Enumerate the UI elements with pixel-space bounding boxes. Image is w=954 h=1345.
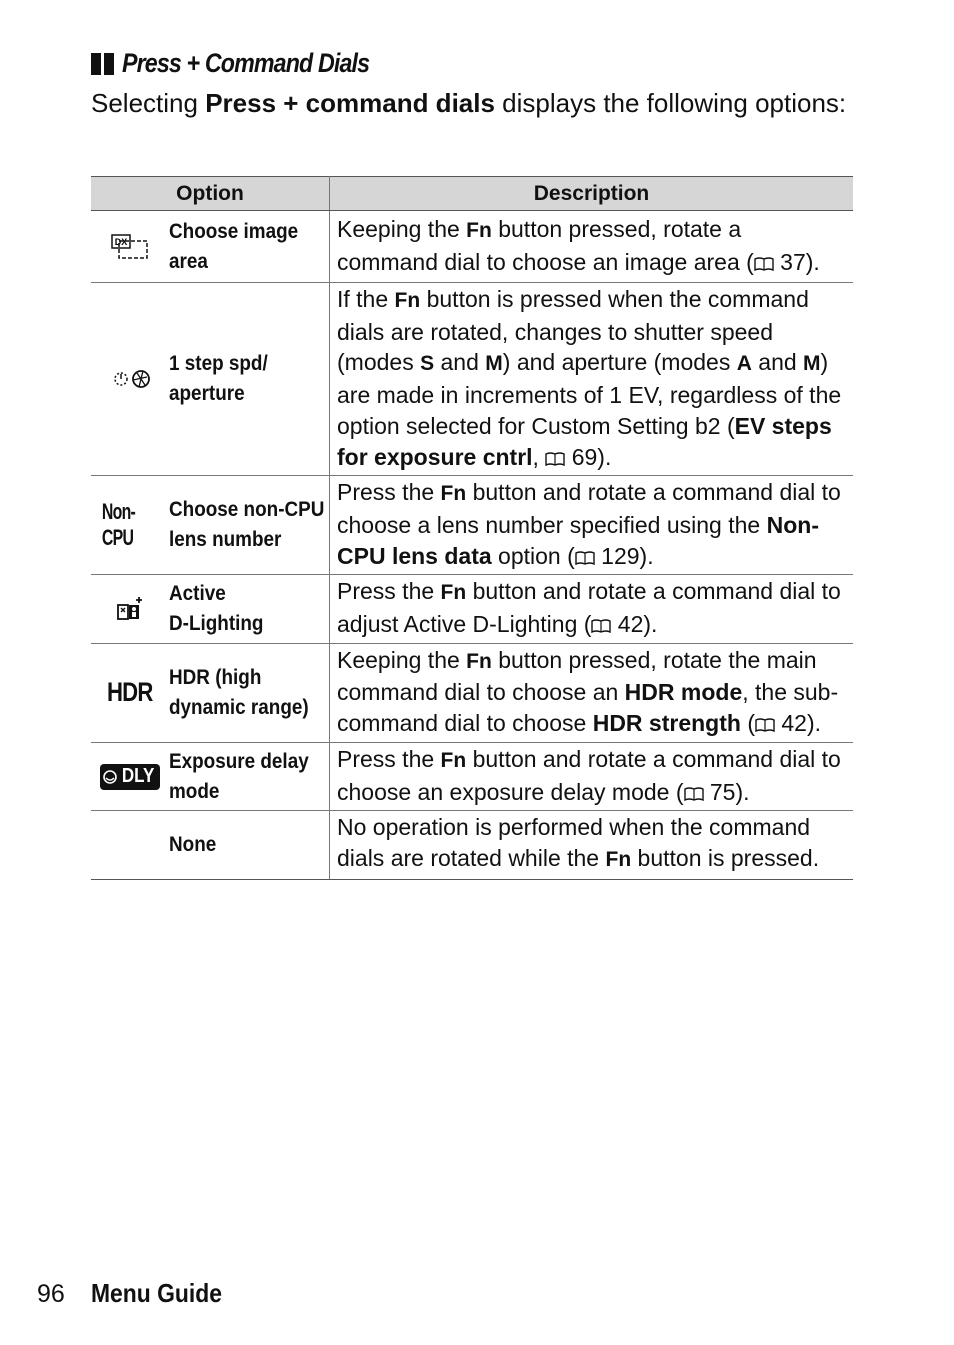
description-segment: 42).	[611, 611, 658, 638]
description-cell	[330, 643, 854, 742]
page-ref-icon	[755, 710, 775, 736]
intro-before: Selecting	[91, 88, 206, 118]
option-cell	[91, 211, 330, 283]
description-segment: button and rotate a command dial to choose a lens number specified using the	[337, 479, 841, 538]
description-cell	[330, 742, 854, 810]
option-cell	[91, 283, 330, 476]
key-label: A	[736, 352, 752, 376]
option-label-line: dynamic range)	[169, 695, 309, 719]
description-text	[330, 476, 853, 574]
description-segment: and	[751, 349, 804, 376]
description-cell	[330, 283, 854, 476]
description-segment: and	[434, 349, 486, 376]
option-label-line: HDR (high	[169, 665, 262, 689]
description-segment: button is pressed when the command dials are rotated, changes to shutter speed (modes	[337, 286, 809, 376]
heading-marker-icon	[91, 53, 114, 75]
menu-item-name: Non-CPU lens data	[337, 511, 819, 569]
non-cpu-icon	[91, 499, 169, 551]
description-segment: button pressed, rotate a command dial to choose an image area (	[337, 215, 754, 275]
description-segment: 75).	[703, 778, 750, 805]
option-label	[169, 495, 325, 555]
description-cell	[330, 575, 854, 643]
description-cell	[330, 476, 854, 575]
header-description: Description	[330, 177, 854, 211]
shutter-aperture-icon	[91, 366, 169, 392]
option-cell	[91, 811, 330, 879]
key-label: M	[803, 352, 821, 376]
description-segment: If the	[337, 286, 395, 312]
description-cell	[330, 811, 854, 879]
active-d-lighting-icon	[91, 596, 169, 622]
option-label-line: Active	[169, 582, 226, 606]
intro-paragraph	[91, 86, 851, 121]
table-row	[91, 811, 853, 879]
option-label-line: Choose non-CPU	[169, 498, 325, 522]
image-area-icon	[91, 234, 169, 260]
description-segment: button and rotate a command dial to adjust Active D-Lighting (	[337, 578, 841, 638]
table-row	[91, 476, 853, 575]
page-ref-icon	[684, 779, 704, 805]
table-row	[91, 643, 853, 742]
description-text	[330, 811, 853, 878]
key-label: Fn	[394, 289, 421, 312]
description-text	[330, 213, 853, 280]
description-segment: ) and aperture (modes	[502, 349, 737, 376]
page-ref-icon	[754, 249, 774, 275]
exposure-delay-icon	[91, 764, 169, 790]
page-ref-icon	[575, 543, 595, 569]
heading-title: Press + Command Dials	[122, 48, 370, 78]
key-label: M	[485, 352, 503, 376]
menu-item-name: EV steps for exposure cntrl	[337, 412, 832, 470]
icon-label: Non-CPU	[101, 499, 136, 551]
description-segment: Keeping the	[337, 646, 467, 673]
description-text	[330, 283, 853, 475]
description-segment: button is pressed.	[631, 844, 820, 871]
header-option: Option	[91, 177, 330, 211]
table-row	[91, 575, 853, 643]
description-segment: 42).	[775, 710, 822, 737]
description-segment: button pressed, rotate the main command dial to choose an	[337, 646, 817, 706]
description-segment: ,	[532, 443, 546, 470]
table-row	[91, 283, 853, 476]
intro-after: displays the following options:	[494, 88, 847, 118]
description-segment: 37).	[773, 248, 820, 275]
description-segment: option (	[491, 542, 575, 569]
icon-label: DLY	[121, 765, 155, 788]
description-text	[330, 644, 853, 742]
intro-bold: Press + command dials	[205, 88, 495, 118]
option-label	[169, 830, 313, 860]
option-label	[169, 579, 313, 639]
menu-item-name: HDR strength	[592, 710, 741, 737]
hdr-icon	[91, 677, 169, 708]
option-label-line: 1 step spd/	[169, 352, 268, 376]
table-row	[91, 742, 853, 810]
description-segment: Press the	[337, 578, 441, 605]
key-label: Fn	[466, 649, 492, 673]
page-footer	[37, 1278, 240, 1309]
key-label: Fn	[466, 218, 492, 242]
options-table	[91, 176, 853, 880]
option-label	[169, 349, 313, 409]
description-segment: , the sub-command dial to choose	[337, 679, 839, 737]
option-label-line: lens number	[169, 528, 282, 552]
option-label-line: aperture	[169, 382, 245, 406]
svg-text:DX: DX	[114, 236, 128, 247]
description-text	[330, 575, 853, 642]
description-segment: 69).	[565, 443, 612, 470]
page-number: 96	[37, 1280, 65, 1308]
option-label	[169, 217, 313, 277]
option-label	[169, 747, 313, 807]
table-header-row	[91, 177, 853, 211]
key-label: Fn	[440, 581, 467, 605]
key-label: Fn	[440, 748, 467, 772]
description-segment: (	[740, 710, 755, 737]
description-segment: button and rotate a command dial to choose an exposure delay mode (	[337, 745, 841, 805]
option-cell	[91, 643, 330, 742]
page-ref-icon	[545, 444, 565, 470]
option-cell	[91, 575, 330, 643]
key-label: Fn	[605, 847, 632, 871]
option-label-line: area	[169, 249, 208, 273]
description-segment: Keeping the	[337, 215, 467, 242]
description-segment: No operation is performed when the command dials are rotated while the	[337, 814, 811, 871]
description-text	[330, 743, 853, 810]
option-label-line: Choose image	[169, 219, 299, 243]
option-label-line: mode	[169, 779, 220, 803]
section-heading	[91, 48, 409, 79]
page-ref-icon	[591, 611, 611, 637]
description-cell	[330, 211, 854, 283]
option-cell	[91, 476, 330, 575]
option-label	[169, 663, 313, 723]
description-segment: ) are made in increments of 1 EV, regardless of the option selected for Custom Setting b2 (	[337, 349, 842, 439]
option-cell	[91, 742, 330, 810]
option-label-line: None	[169, 832, 217, 856]
option-label-line: D-Lighting	[169, 612, 264, 636]
description-segment: Press the	[337, 745, 441, 772]
description-segment: Press the	[337, 479, 441, 506]
key-label: Fn	[440, 482, 467, 506]
key-label: S	[420, 352, 435, 376]
description-segment: 129).	[594, 542, 654, 569]
option-label-line: Exposure delay	[169, 749, 309, 773]
table-row	[91, 211, 853, 283]
icon-label: HDR	[107, 677, 153, 708]
menu-item-name: HDR mode	[624, 679, 743, 706]
section-name: Menu Guide	[90, 1278, 222, 1308]
